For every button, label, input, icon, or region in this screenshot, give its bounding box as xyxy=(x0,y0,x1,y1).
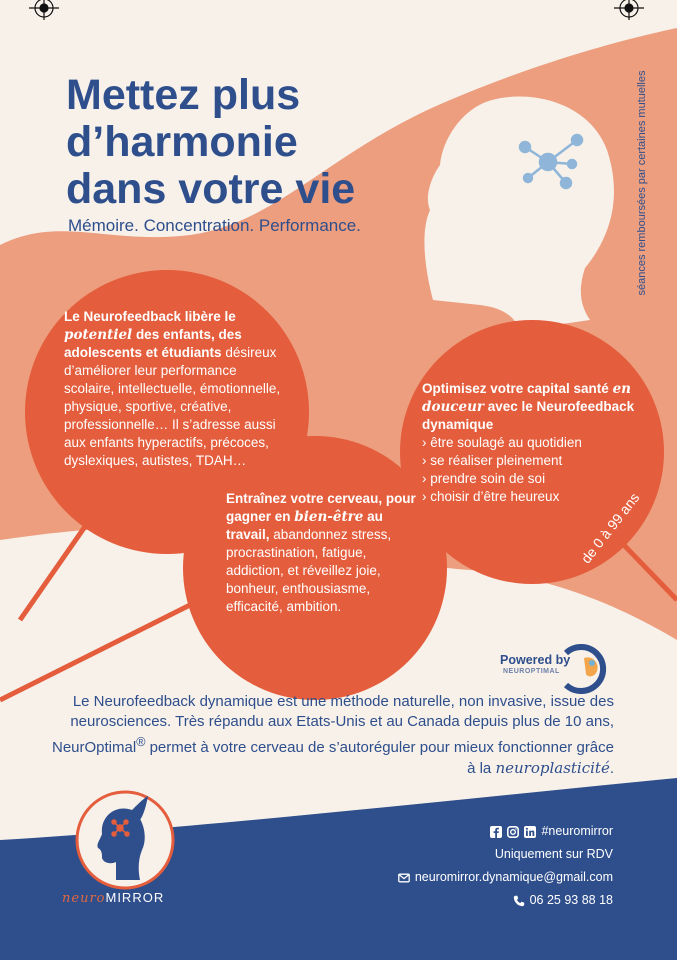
email-row xyxy=(398,866,613,889)
bubble-right-italic: en douceur xyxy=(422,381,631,415)
social-row xyxy=(398,820,613,843)
powered-by-label: Powered by xyxy=(500,653,571,667)
instagram-icon[interactable] xyxy=(507,826,519,838)
bubble-center-bold-2: au travail, xyxy=(226,509,383,542)
neuroptimal-label: NEUROPTIMAL xyxy=(503,668,560,675)
powered-by-neuroptimal-logo xyxy=(500,641,620,697)
appointment-row xyxy=(398,843,613,866)
appointment-text: Uniquement sur RDV xyxy=(494,847,613,861)
description-paragraph xyxy=(40,692,614,779)
bubble-right-text xyxy=(422,380,637,506)
bubble-right-bold-1: Optimisez votre capital santé xyxy=(422,381,609,396)
benefit-item: › être soulagé au quotidien xyxy=(422,435,582,450)
bubble-left-italic: potentiel xyxy=(64,327,133,343)
bubble-center-bold-1: Entraînez votre cerveau, pour gagner en xyxy=(226,491,416,524)
bubble-left-bold-2: des enfants, des adolescents et étudiants xyxy=(64,327,242,360)
email-link[interactable]: neuromirror.dynamique@gmail.com xyxy=(414,870,613,884)
description-part-1: Le Neurofeedback dynamique est une méthode naturelle, non invasive, issue des neurosciences. Très répandu aux Etats-Unis et au Canada depuis plus de 10 ans, NeurOptimal xyxy=(51,693,614,756)
tagline: Mémoire. Concentration. Performance. xyxy=(68,216,361,235)
side-note-text: séances remboursées par certaines mutuelles xyxy=(636,70,648,296)
bubble-center-body: abandonnez stress, procrastination, fatigue, addiction, et réveillez joie, bonheur, enthousiasme, efficacité, ambition. xyxy=(226,527,392,614)
bubble-left-bold-1: Le Neurofeedback libère le xyxy=(64,309,236,324)
benefit-item: › se réaliser pleinement xyxy=(422,453,563,468)
description-italic: neuroplasticité xyxy=(495,759,610,777)
hashtag[interactable]: #neuromirror xyxy=(541,824,613,838)
headline-line-1: Mettez plus xyxy=(66,71,301,119)
bubble-left-text xyxy=(64,308,284,470)
benefit-item: › prendre soin de soi xyxy=(422,471,546,486)
registered-mark: ® xyxy=(136,735,146,749)
phone-icon xyxy=(513,895,525,907)
phone-number[interactable]: 06 25 93 88 18 xyxy=(529,893,613,907)
bubble-right-bold-2: avec le Neurofeedback dynamique xyxy=(422,399,635,432)
bubble-center-text xyxy=(226,490,426,616)
bubble-center-italic: bien-être xyxy=(294,509,364,525)
description-part-2: permet à votre cerveau de s’autoréguler pour mieux fonctionner grâce à la xyxy=(145,739,614,777)
description-end: . xyxy=(609,760,614,777)
headline xyxy=(66,72,355,213)
neuromirror-logo-icon xyxy=(60,790,190,900)
contact-block xyxy=(398,820,613,912)
brand-part-1: neuro xyxy=(62,891,106,906)
phone-row xyxy=(398,889,613,912)
envelope-icon xyxy=(398,872,410,884)
facebook-icon[interactable] xyxy=(490,826,502,838)
headline-line-2: d’harmonie xyxy=(66,118,298,166)
brand-name xyxy=(62,890,164,906)
benefit-list xyxy=(422,434,637,506)
age-range: de 0 à 99 ans xyxy=(577,489,643,567)
benefit-item: › choisir d’être heureux xyxy=(422,489,560,504)
side-note xyxy=(632,55,652,310)
brand-part-2: MIRROR xyxy=(105,890,165,905)
headline-line-3: dans votre vie xyxy=(66,165,356,213)
linkedin-icon[interactable] xyxy=(524,826,536,838)
bubble-left-body: désireux d’améliorer leur performance scolaire, intellectuelle, émotionnelle, physique, sportive, créative, professionnelle… Il s’adresse aussi aux enfants hyperactifs, précoces, dyslexiques, autistes, TDAH… xyxy=(64,345,281,468)
